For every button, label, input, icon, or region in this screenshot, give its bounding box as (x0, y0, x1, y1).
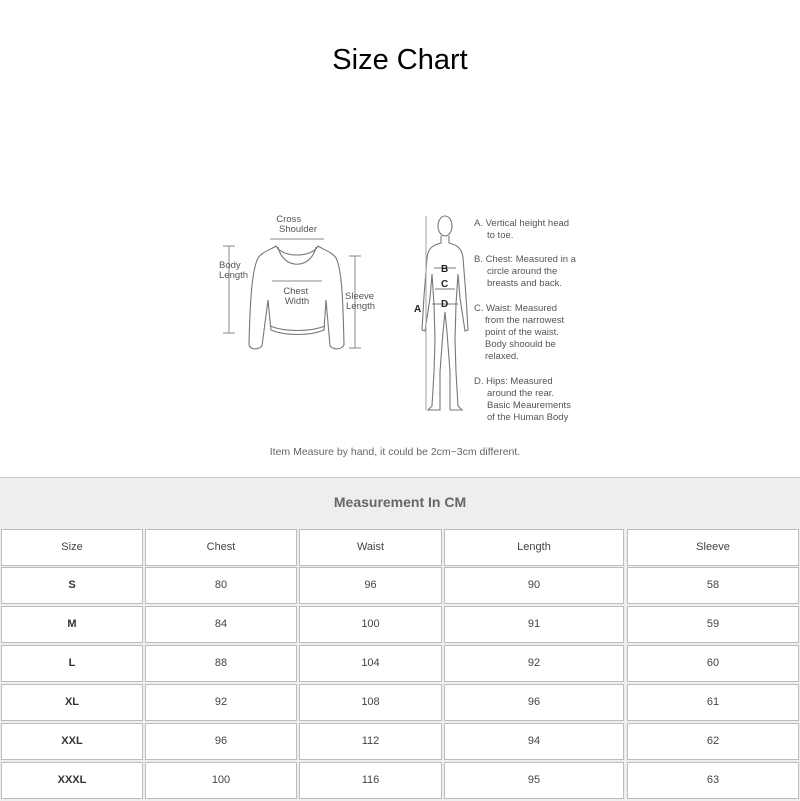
table-header-cell: Chest (145, 529, 297, 566)
table-cell: 116 (299, 762, 442, 799)
body-length-label: Body Length (219, 260, 249, 281)
table-cell: 62 (627, 723, 799, 760)
legend-a: A. Vertical height head to toe. (474, 218, 570, 241)
size-cell: S (1, 567, 143, 604)
table-cell: 92 (145, 684, 297, 721)
chest-width-label: Chest Width (283, 286, 310, 307)
table-cell: 63 (627, 762, 799, 799)
table-header-cell: Sleeve (627, 529, 799, 566)
size-cell: L (1, 645, 143, 682)
table-header-cell: Waist (299, 529, 442, 566)
table-cell: 108 (299, 684, 442, 721)
table-caption: Measurement In CM (333, 494, 467, 510)
table-cell: 91 (444, 606, 624, 643)
table-cell: 112 (299, 723, 442, 760)
measurement-diagram (0, 200, 800, 470)
table-cell: 94 (444, 723, 624, 760)
table-cell: 100 (299, 606, 442, 643)
table-cell: 88 (145, 645, 297, 682)
garment-neckline (278, 247, 316, 264)
legend-c: C. Waist: Measured from the narrowest point of the waist. Body shoould be relaxed. (474, 303, 565, 362)
letter-b: B (441, 264, 449, 275)
size-table (0, 477, 800, 801)
table-cell: 92 (444, 645, 624, 682)
table-cell: 104 (299, 645, 442, 682)
size-cell: XXXL (1, 762, 143, 799)
table-cell: 96 (145, 723, 297, 760)
page-title: Size Chart (332, 44, 468, 76)
cross-shoulder-label: Cross Shoulder (276, 214, 318, 235)
table-cell: 90 (444, 567, 624, 604)
measurement-note: Item Measure by hand, it could be 2cm~3cm different. (269, 446, 521, 458)
legend-d: D. Hips: Measured around the rear. Basic Meaurements of the Human Body (474, 376, 571, 423)
table-cell: 61 (627, 684, 799, 721)
sleeve-length-label: Sleeve Length (345, 291, 376, 312)
table-cell: 96 (444, 684, 624, 721)
letter-a: A (414, 304, 422, 315)
letter-d: D (441, 299, 449, 310)
human-figure (422, 216, 468, 410)
table-header-cell: Size (1, 529, 143, 566)
table-cell: 60 (627, 645, 799, 682)
table-cell: 96 (299, 567, 442, 604)
table-header-cell: Length (444, 529, 624, 566)
garment-hem (270, 326, 325, 331)
table-cell: 58 (627, 567, 799, 604)
table-cell: 59 (627, 606, 799, 643)
size-cell: XXL (1, 723, 143, 760)
letter-c: C (441, 279, 449, 290)
table-cell: 95 (444, 762, 624, 799)
size-cell: XL (1, 684, 143, 721)
size-cell: M (1, 606, 143, 643)
legend-b: B. Chest: Measured in a circle around the breasts and back. (474, 254, 576, 289)
table-cell: 100 (145, 762, 297, 799)
table-cell: 80 (145, 567, 297, 604)
table-cell: 84 (145, 606, 297, 643)
